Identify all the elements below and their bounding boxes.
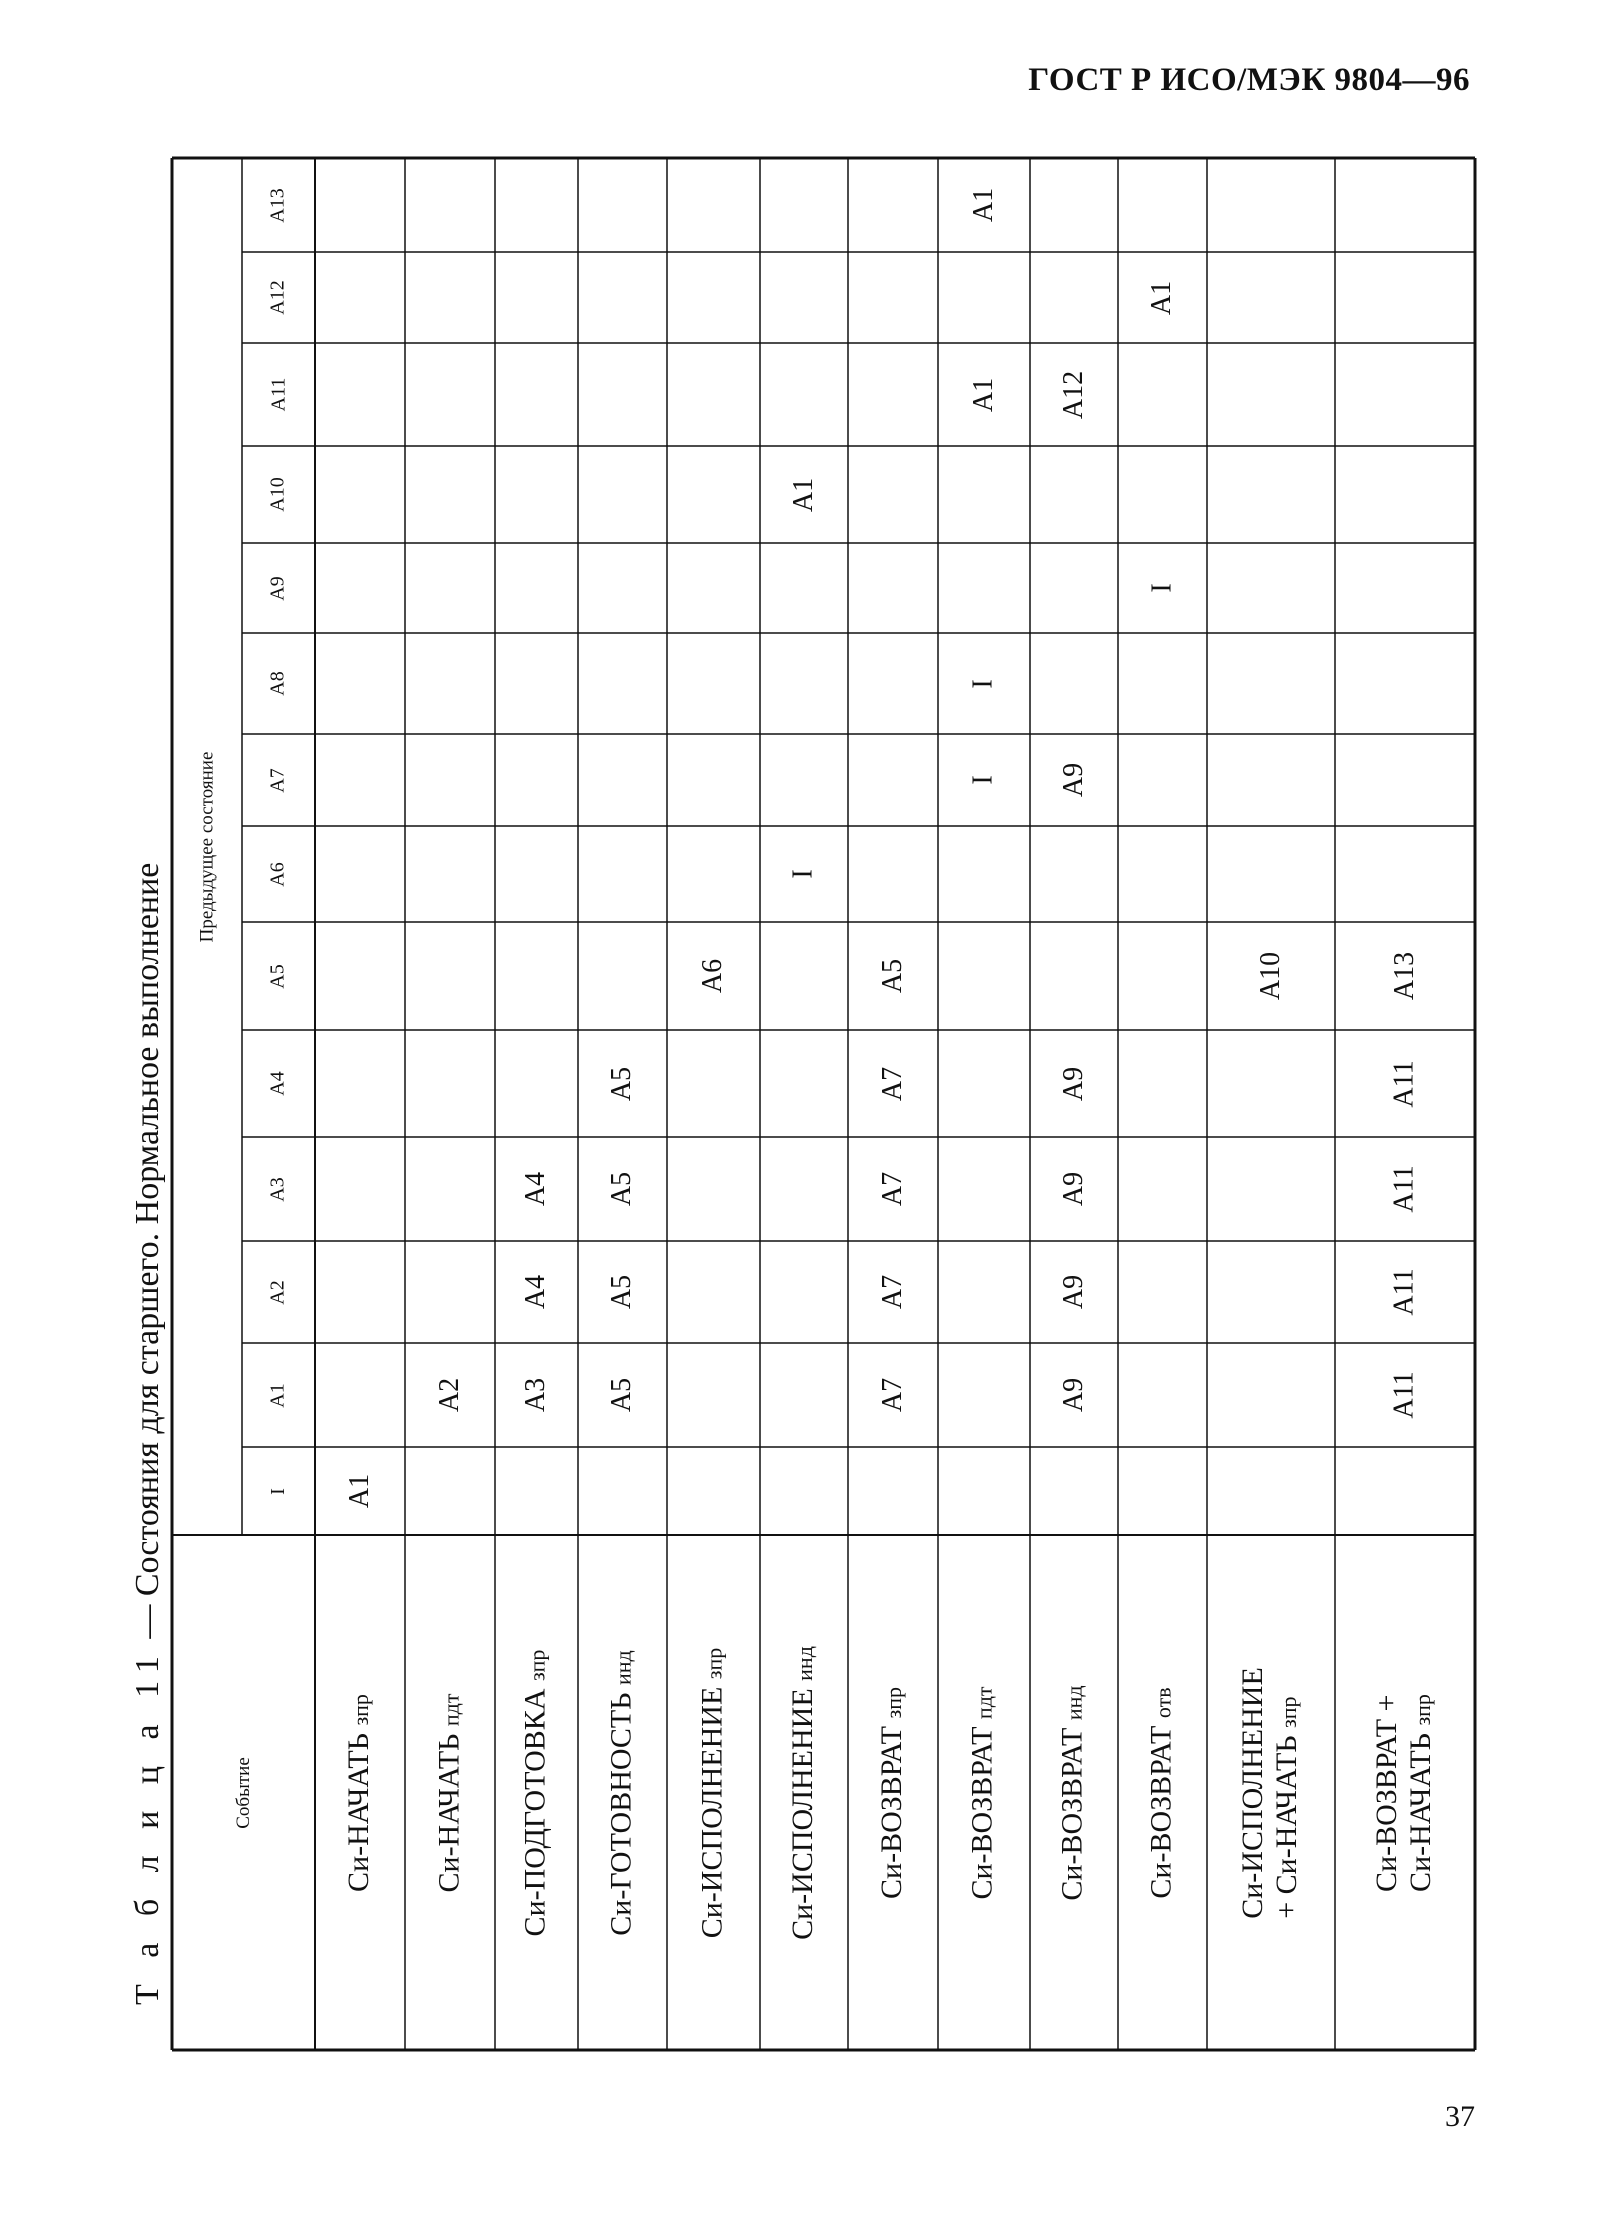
table-cell (578, 1241, 667, 1343)
table-cell (1335, 1030, 1475, 1137)
next-state-value: A5 (606, 1377, 638, 1413)
next-state-value: A2 (433, 1377, 465, 1413)
table-cell (848, 1030, 938, 1137)
table-cell (848, 922, 938, 1030)
column-header (242, 826, 315, 922)
column-header (242, 343, 315, 446)
event-label-text (605, 1650, 641, 1935)
table-cell (578, 1030, 667, 1137)
next-state-value: A9 (1057, 1066, 1089, 1101)
table-cell (495, 1137, 578, 1241)
next-state-value: A10 (1254, 951, 1286, 1001)
table-cell (848, 1343, 938, 1447)
event-primitive-type: пдт (438, 1693, 463, 1726)
column-header-label: A7 (266, 767, 289, 793)
event-label-text (966, 1686, 1002, 1899)
event-label (1207, 1535, 1335, 2050)
column-header-label: A12 (266, 280, 289, 315)
next-state-value: A7 (876, 1171, 908, 1207)
next-state-value: A13 (1388, 951, 1420, 1001)
event-label (760, 1535, 848, 2050)
next-state-value: I (787, 869, 819, 879)
standard-code: ГОСТ Р ИСО/МЭК 9804—96 (1028, 62, 1470, 98)
event-label-text (1236, 1667, 1306, 1919)
table-cell (578, 1343, 667, 1447)
column-header-label: I (266, 1487, 289, 1495)
event-name-line2: Си-НАЧАТЬ (1404, 1732, 1437, 1892)
event-name: Си-ВОЗВРАТ (1056, 1727, 1089, 1901)
table-cell (1118, 543, 1207, 633)
column-header (242, 252, 315, 343)
next-state-value: I (967, 678, 999, 689)
event-name: Си-НАЧАТЬ (432, 1733, 465, 1892)
column-header-label: A6 (266, 861, 289, 887)
event-label (1030, 1535, 1118, 2050)
column-header (242, 633, 315, 734)
column-header (242, 1343, 315, 1447)
event-primitive-type: зпр (1276, 1695, 1301, 1728)
event-name: Си-ГОТОВНОСТЬ (604, 1692, 638, 1936)
event-label (938, 1535, 1030, 2050)
event-name-line2: + Си-НАЧАТЬ (1270, 1734, 1303, 1919)
column-header (242, 446, 315, 543)
next-state-value: A9 (1057, 762, 1089, 798)
next-state-value: A11 (1389, 1165, 1420, 1213)
column-header-label: A5 (266, 963, 289, 989)
table-cell (1030, 734, 1118, 826)
column-header (242, 922, 315, 1030)
table-cell (1335, 1137, 1475, 1241)
event-label-text (1145, 1687, 1181, 1898)
event-name: Си-ВОЗВРАТ (966, 1726, 999, 1900)
event-name: Си-ИСПОЛНЕНИЕ (695, 1686, 729, 1938)
next-state-value: A9 (1057, 1274, 1089, 1310)
next-state-value: I (1146, 583, 1178, 593)
event-label (667, 1535, 760, 2050)
table-cell (848, 1137, 938, 1241)
event-header (172, 1535, 315, 2050)
event-label-text (875, 1687, 911, 1899)
next-state-value: A3 (520, 1377, 552, 1413)
event-label (1335, 1535, 1475, 2050)
event-header-label: Событие (232, 1756, 254, 1829)
column-header-label: A3 (266, 1176, 289, 1202)
event-primitive-type: пдт (972, 1685, 997, 1719)
next-state-value: A5 (606, 1066, 638, 1101)
event-primitive-type: инд (1062, 1684, 1087, 1720)
next-state-value: A12 (1057, 370, 1089, 419)
table-cell (848, 1241, 938, 1343)
table-cell (938, 633, 1030, 734)
next-state-value: I (967, 775, 999, 785)
column-header (242, 158, 315, 252)
table-cell (1030, 1343, 1118, 1447)
next-state-value: A4 (520, 1274, 552, 1310)
next-state-value: A1 (967, 377, 999, 412)
table-cell (1030, 1241, 1118, 1343)
next-state-value: A9 (1057, 1171, 1089, 1207)
column-header-label: A8 (266, 671, 289, 696)
table-cell (938, 158, 1030, 252)
table-cell (578, 1137, 667, 1241)
page-number: 37 (1445, 2100, 1475, 2133)
column-header (242, 1137, 315, 1241)
table-cell (1335, 1343, 1475, 1447)
event-label (495, 1535, 578, 2050)
event-label (848, 1535, 938, 2050)
column-header-label: A11 (266, 377, 289, 412)
column-header (242, 1030, 315, 1137)
event-label (405, 1535, 495, 2050)
column-header-label: A4 (266, 1071, 289, 1096)
table-cell (938, 343, 1030, 446)
table-cell (405, 1343, 495, 1447)
event-label-text (786, 1646, 822, 1940)
next-state-value: A1 (967, 187, 999, 223)
column-header-label: A10 (266, 477, 289, 512)
event-primitive-type: инд (792, 1645, 817, 1681)
table-cell (1335, 922, 1475, 1030)
table-cell (760, 826, 848, 922)
next-state-value: A7 (876, 1274, 908, 1310)
next-state-value: A11 (1389, 1268, 1420, 1316)
event-primitive-type: зпр (701, 1647, 727, 1679)
event-primitive-type: отв (1150, 1686, 1176, 1718)
event-primitive-type: зпр (348, 1693, 373, 1726)
event-label (315, 1535, 405, 2050)
event-name: Си-ИСПОЛНЕНИЕ (786, 1687, 819, 1940)
event-primitive-type: зпр (1410, 1693, 1435, 1726)
table-cell (1030, 343, 1118, 446)
next-state-value: A1 (787, 477, 819, 512)
event-label-text (342, 1694, 378, 1892)
event-label (1118, 1535, 1207, 2050)
next-state-value: A6 (697, 958, 729, 994)
next-state-value: A11 (1389, 1371, 1420, 1419)
table-cell (760, 446, 848, 543)
next-state-value: A5 (876, 958, 908, 994)
event-name: Си-ПОДГОТОВКА (518, 1688, 552, 1936)
column-header (242, 1241, 315, 1343)
prev-state-header (172, 158, 242, 1535)
next-state-value: A7 (876, 1066, 908, 1101)
next-state-value: A7 (876, 1377, 908, 1413)
event-primitive-type: зпр (881, 1686, 906, 1718)
column-header (242, 543, 315, 633)
next-state-value: A1 (343, 1473, 375, 1509)
event-name: Си-НАЧАТЬ (342, 1732, 375, 1892)
event-name: Си-ВОЗВРАТ + (1370, 1694, 1403, 1892)
table-cell (495, 1343, 578, 1447)
event-label-text (1056, 1685, 1092, 1900)
event-name: Си-ВОЗВРАТ (1144, 1725, 1178, 1899)
table-title: — Состояния для старшего. Нормальное выполнение (129, 862, 166, 1648)
event-label (578, 1535, 667, 2050)
next-state-value: A5 (606, 1274, 638, 1310)
table-label: Т а б л и ц а 11 (129, 1647, 166, 2005)
column-header (242, 734, 315, 826)
table-cell (1207, 922, 1335, 1030)
column-header-label: A2 (266, 1279, 289, 1305)
event-label-text (1370, 1694, 1440, 1892)
next-state-value: A11 (1389, 1059, 1420, 1108)
table-cell (1335, 1241, 1475, 1343)
next-state-value: A1 (1146, 280, 1178, 315)
event-label-text (519, 1649, 555, 1936)
next-state-value: A4 (520, 1171, 552, 1207)
table-cell (1030, 1137, 1118, 1241)
next-state-value: A9 (1057, 1377, 1089, 1413)
event-primitive-type: зпр (524, 1649, 550, 1681)
table-cell (495, 1241, 578, 1343)
event-label-text (432, 1693, 468, 1892)
table-cell (667, 922, 760, 1030)
event-name: Си-ВОЗВРАТ (875, 1725, 908, 1899)
prev-state-header-label: Предыдущее состояние (196, 751, 218, 942)
table-cell (938, 734, 1030, 826)
column-header-label: A9 (266, 575, 289, 601)
event-name: Си-ИСПОЛНЕНИЕ (1236, 1666, 1269, 1919)
event-primitive-type: инд (610, 1649, 636, 1685)
table-cell (315, 1447, 405, 1535)
column-header (242, 1447, 315, 1535)
table-cell (1118, 252, 1207, 343)
next-state-value: A5 (606, 1171, 638, 1207)
column-header-label: A1 (266, 1382, 289, 1408)
event-label-text (696, 1647, 732, 1938)
table-cell (1030, 1030, 1118, 1137)
column-header-label: A13 (266, 187, 289, 223)
